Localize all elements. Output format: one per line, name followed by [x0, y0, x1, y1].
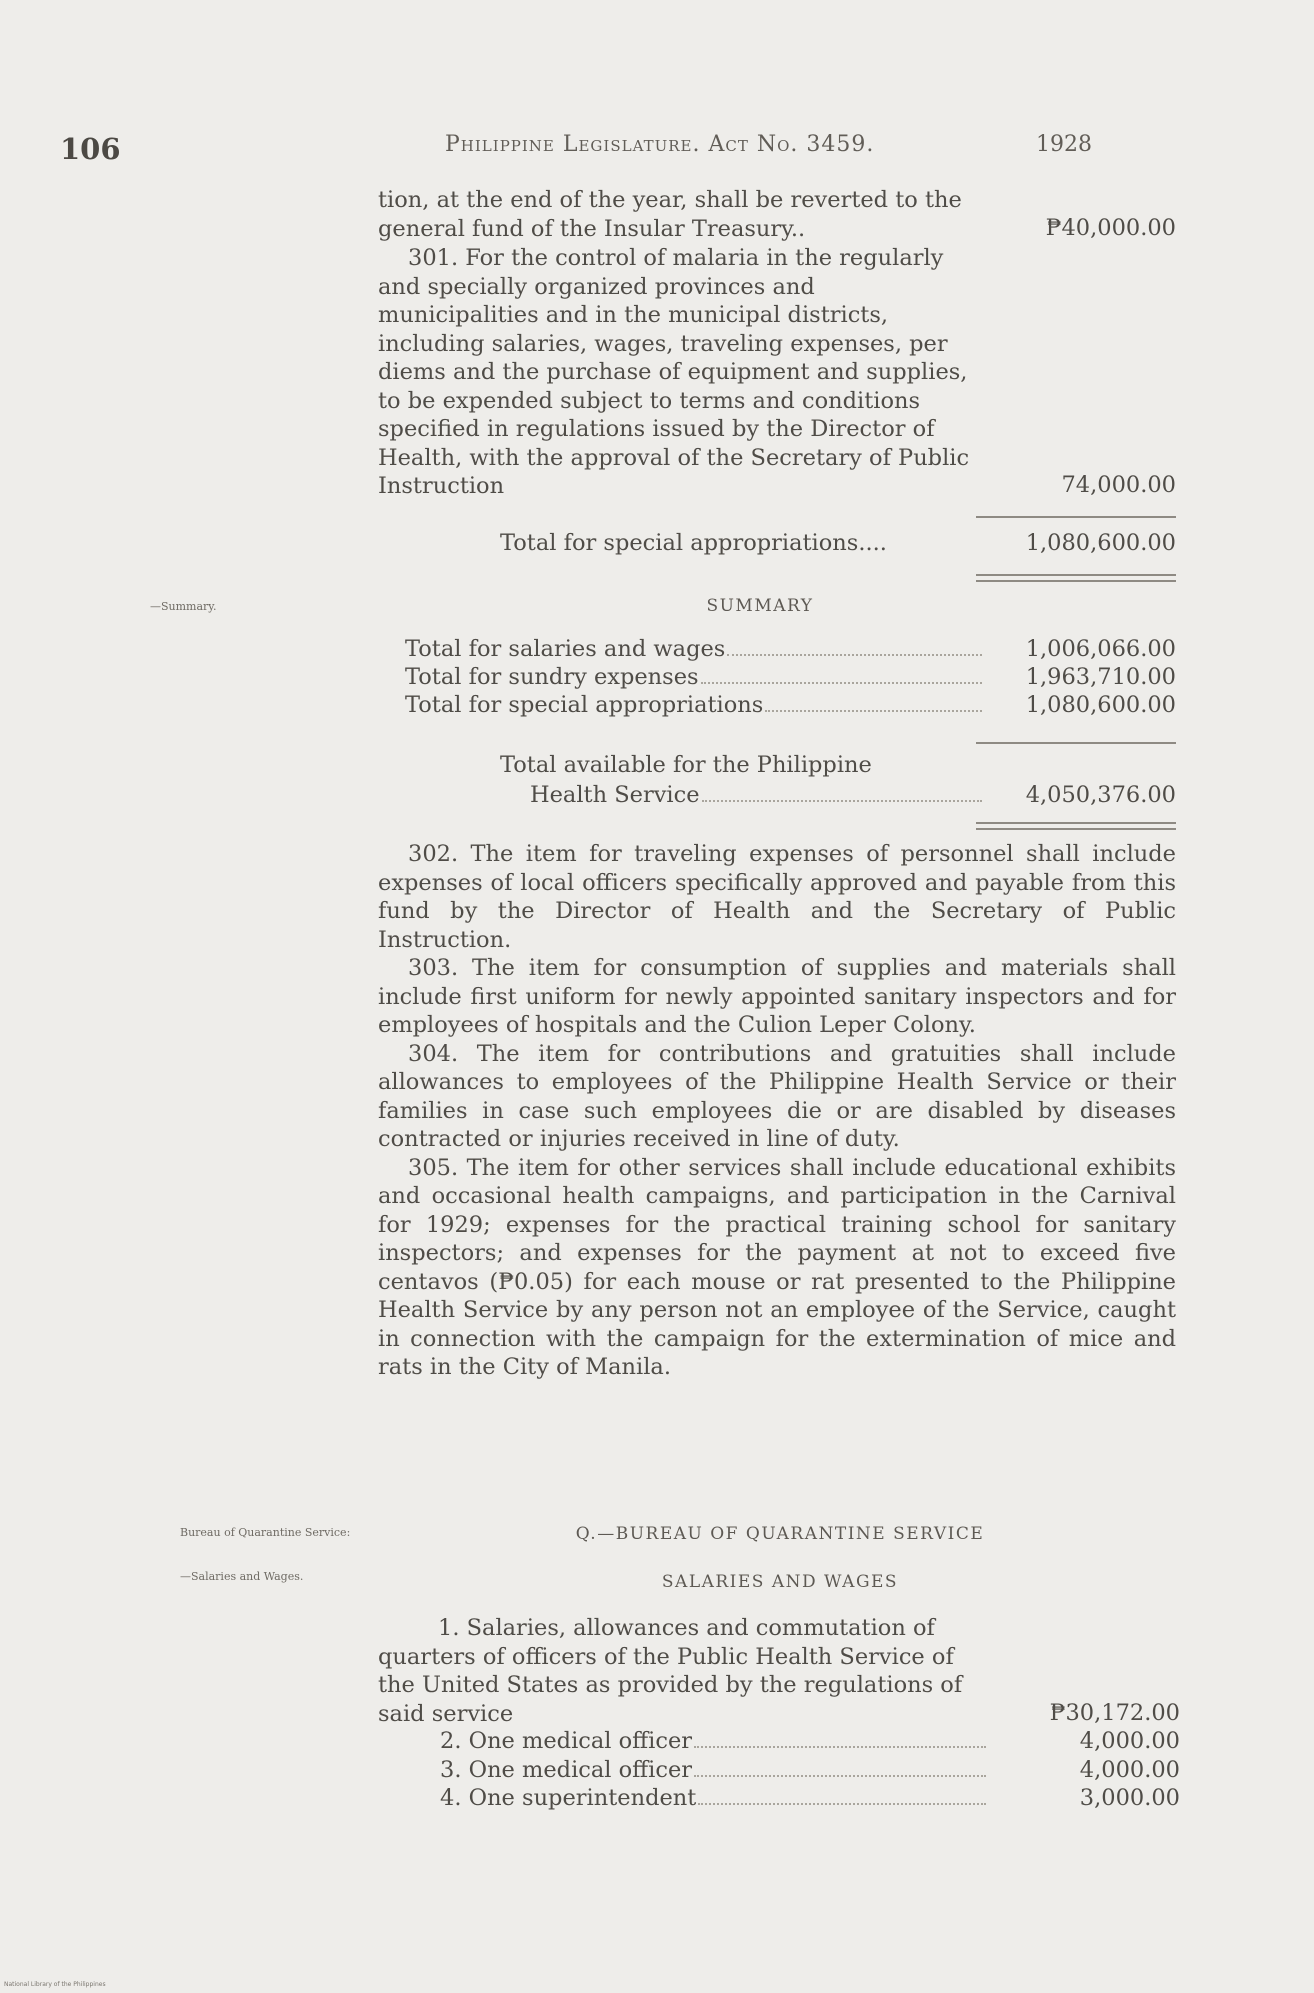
quarantine-item-1: 1. Salaries, allowances and commutation of quarters of officers of the Public Health Service of the United States as provided by the regulations of said service: [378, 1615, 963, 1727]
quarantine-row-amount: 3,000.00: [1079, 1785, 1180, 1811]
grand-total-row: [530, 782, 1176, 808]
quarantine-row-label: 2. One medical officer: [440, 1728, 693, 1754]
subheading-salaries: SALARIES AND WAGES: [661, 1572, 899, 1592]
quarantine-row-label: 4. One superintendent: [440, 1785, 697, 1811]
quarantine-items: [440, 1728, 1180, 1814]
leader-dots: [701, 682, 982, 684]
leader-dots: [765, 710, 982, 712]
grand-total-label-line1: Total available for the Philippine: [500, 752, 872, 778]
item-301-amount: 74,000.00: [1061, 472, 1176, 498]
total-double-rule: [976, 574, 1176, 582]
page-number: 106: [60, 132, 121, 166]
leader-dots: [702, 800, 982, 802]
provision-paragraph: [378, 1154, 1176, 1382]
margin-note-quarantine: Bureau of Quarantine Service:: [180, 1526, 351, 1539]
leader-dots: [694, 1746, 986, 1748]
grand-total-amount: 4,050,376.00: [1025, 782, 1176, 808]
continuation-amount: ₱40,000.00: [1045, 215, 1176, 241]
provision-text: 302. The item for traveling expenses of personnel shall include expenses of local officers specifically approved and payable from this fund by the Director of Health and the Secretary of Public Instruction.: [378, 841, 1176, 953]
leader-dots: [698, 1803, 986, 1805]
summary-table: [405, 636, 1176, 720]
special-total-amount: 1,080,600.00: [1025, 530, 1176, 556]
leader-dots: [727, 654, 982, 656]
grand-total-double-rule: [976, 822, 1176, 830]
quarantine-row: [440, 1757, 1180, 1786]
summary-rule: [976, 742, 1176, 744]
grand-total-label-line2: Health Service: [530, 782, 700, 808]
quarantine-row-label: 3. One medical officer: [440, 1756, 693, 1783]
provision-paragraph: [378, 1040, 1176, 1154]
margin-note-salaries: —Salaries and Wages.: [180, 1570, 304, 1583]
quarantine-row: [440, 1728, 1180, 1757]
summary-row: [405, 664, 1176, 692]
summary-row-amount: 1,080,600.00: [1025, 692, 1176, 718]
margin-note-summary: —Summary.: [150, 600, 217, 613]
continuation-paragraph: tion, at the end of the year, shall be reverted to the general fund of the Insular Treasury..: [378, 187, 962, 242]
leader-dots: [694, 1775, 986, 1777]
provision-text: 304. The item for contributions and gratuities shall include allowances to employees of the Philippine Health Service or their families in case such employees die or are disabled by diseases contracted or injuries received in line of duty.: [378, 1040, 1176, 1152]
item-301-paragraph: 301. For the control of malaria in the regularly and specially organized provinces and municipalities and in the municipal districts, including salaries, wages, traveling expenses, per diems and the purchase of equipment and supplies, to be expended subject to terms and conditions specified in regulations issued by the Director of Health, with the approval of the Secretary of Public Instruction: [378, 245, 970, 499]
provision-text: 305. The item for other services shall include educational exhibits and occasional health campaigns, and participation in the Carnival for 1929; expenses for the practical training school for sanitary inspectors; and expenses for the payment at not to exceed five centavos (₱0.05) for each mouse or rat presented to the Philippine Health Service by any person not an employee of the Service, caught in connection with the campaign for the extermination of mice and rats in the City of Manila.: [378, 1154, 1176, 1380]
provision-paragraph: [378, 954, 1176, 1040]
summary-row-amount: 1,006,066.00: [1025, 636, 1176, 662]
special-total-label: Total for special appropriations....: [500, 530, 887, 556]
summary-row-label: Total for special appropriations: [405, 692, 764, 718]
quarantine-row-amount: 4,000.00: [1079, 1756, 1180, 1783]
summary-row: [405, 692, 1176, 720]
running-head-year: 1928: [1036, 132, 1092, 157]
section-heading-quarantine: Q.—BUREAU OF QUARANTINE SERVICE: [575, 1524, 985, 1544]
quarantine-row-amount: 4,000.00: [1079, 1728, 1180, 1754]
subtotal-rule: [976, 516, 1176, 518]
running-head: Philippine Legislature. Act No. 3459.: [445, 132, 875, 157]
scan-credit: National Library of the Philippines: [4, 1981, 106, 1988]
quarantine-row: [440, 1785, 1180, 1814]
provision-text: 303. The item for consumption of supplies and materials shall include first uniform for newly appointed sanitary inspectors and for employees of hospitals and the Culion Leper Colony.: [378, 955, 1176, 1038]
summary-heading: SUMMARY: [706, 596, 814, 616]
summary-row-amount: 1,963,710.00: [1025, 664, 1176, 690]
summary-row: [405, 636, 1176, 664]
provision-paragraph: [378, 840, 1176, 954]
summary-row-label: Total for salaries and wages: [405, 636, 726, 662]
provisions-section: [378, 840, 1176, 1382]
quarantine-item-1-amount: ₱30,172.00: [1049, 1700, 1180, 1726]
summary-row-label: Total for sundry expenses: [405, 664, 699, 690]
